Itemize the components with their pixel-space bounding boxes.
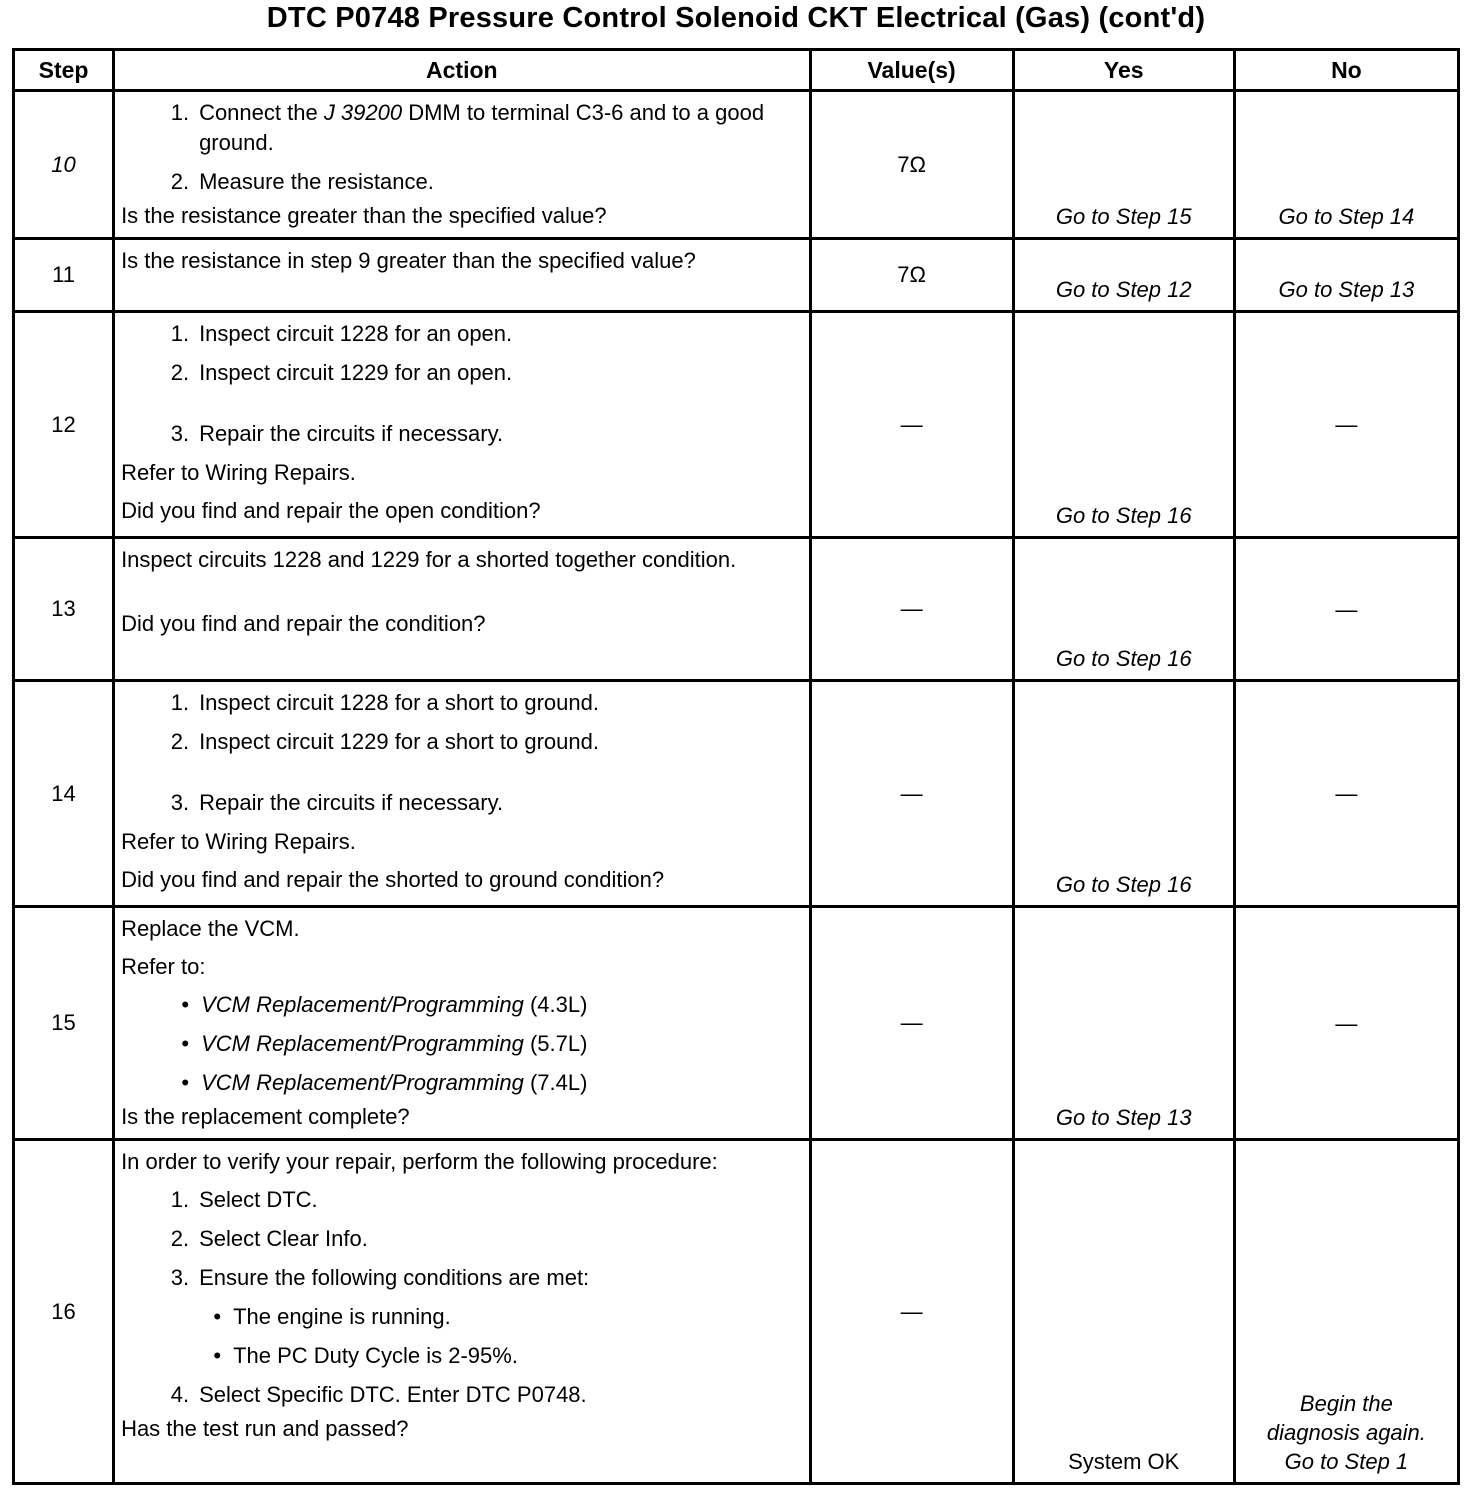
table-row (14, 538, 1459, 681)
list-item: 3. Ensure the following conditions are met: (170, 1265, 590, 1290)
refer-text: Refer to: (121, 954, 206, 979)
header-action: Action (114, 50, 810, 91)
list-item: • The engine is running. (213, 1304, 451, 1329)
step-number: 10 (14, 91, 114, 239)
value-cell: — (810, 907, 1013, 1140)
no-cell: Begin the diagnosis again. Go to Step 1 (1234, 1140, 1458, 1484)
refer-text: Refer to Wiring Repairs. (121, 829, 356, 854)
step-number: 15 (14, 907, 114, 1140)
question-text: Is the resistance greater than the specified value? (121, 203, 607, 228)
question-text: Did you find and repair the open condition? (121, 498, 541, 523)
question-text: Did you find and repair the shorted to ground condition? (121, 867, 665, 892)
table-row (14, 312, 1459, 538)
no-cell: — (1234, 681, 1458, 907)
list-item: 2. Select Clear Info. (170, 1226, 368, 1251)
value-cell: — (810, 538, 1013, 681)
no-cell: — (1234, 538, 1458, 681)
yes-cell: System OK (1013, 1140, 1234, 1484)
action-cell (114, 91, 810, 239)
step-number: 11 (14, 239, 114, 312)
header-values: Value(s) (810, 50, 1013, 91)
table-row (14, 91, 1459, 239)
list-item: 1. Connect the J 39200 DMM to terminal C3-6 and to a good ground. (170, 100, 765, 155)
value-cell: 7Ω (810, 239, 1013, 312)
list-item: 1. Inspect circuit 1228 for a short to ground. (170, 690, 599, 715)
list-item: 4. Select Specific DTC. Enter DTC P0748. (170, 1382, 587, 1407)
table-row (14, 681, 1459, 907)
value-cell: 7Ω (810, 91, 1013, 239)
list-item: 2. Measure the resistance. (170, 169, 434, 194)
list-item: 3. Repair the circuits if necessary. (170, 421, 504, 446)
list-item: • VCM Replacement/Programming (4.3L) (181, 992, 588, 1017)
yes-cell: Go to Step 16 (1013, 538, 1234, 681)
no-cell: — (1234, 312, 1458, 538)
value-cell: — (810, 312, 1013, 538)
value-cell: — (810, 681, 1013, 907)
action-text: Replace the VCM. (121, 916, 300, 941)
diagnostic-table (12, 48, 1460, 1485)
step-number: 14 (14, 681, 114, 907)
table-row (14, 907, 1459, 1140)
list-item: 1. Inspect circuit 1228 for an open. (170, 321, 513, 346)
header-no: No (1234, 50, 1458, 91)
header-step: Step (14, 50, 114, 91)
header-yes: Yes (1013, 50, 1234, 91)
list-item: • The PC Duty Cycle is 2-95%. (213, 1343, 518, 1368)
no-cell: Go to Step 14 (1234, 91, 1458, 239)
yes-cell: Go to Step 16 (1013, 681, 1234, 907)
value-cell: — (810, 1140, 1013, 1484)
list-item: • VCM Replacement/Programming (7.4L) (181, 1070, 588, 1095)
yes-cell: Go to Step 13 (1013, 907, 1234, 1140)
refer-text: Refer to Wiring Repairs. (121, 460, 356, 485)
list-item: 2. Inspect circuit 1229 for an open. (170, 360, 513, 385)
action-cell (114, 312, 810, 538)
action-cell (114, 1140, 810, 1484)
yes-cell: Go to Step 16 (1013, 312, 1234, 538)
header-row (14, 50, 1459, 91)
yes-cell: Go to Step 15 (1013, 91, 1234, 239)
yes-cell: Go to Step 12 (1013, 239, 1234, 312)
action-cell (114, 681, 810, 907)
no-cell: — (1234, 907, 1458, 1140)
question-text: Is the replacement complete? (121, 1104, 410, 1129)
table-row (14, 1140, 1459, 1484)
step-number: 16 (14, 1140, 114, 1484)
action-text: In order to verify your repair, perform the following procedure: (121, 1149, 718, 1174)
action-cell (114, 907, 810, 1140)
question-text: Is the resistance in step 9 greater than the specified value? (121, 248, 696, 273)
step-number: 13 (14, 538, 114, 681)
action-cell (114, 239, 810, 312)
step-number: 12 (14, 312, 114, 538)
tool-name: J 39200 (323, 100, 403, 125)
list-item: 2. Inspect circuit 1229 for a short to ground. (170, 729, 599, 754)
list-item: • VCM Replacement/Programming (5.7L) (181, 1031, 588, 1056)
table-row (14, 239, 1459, 312)
action-cell (114, 538, 810, 681)
action-text: Inspect circuits 1228 and 1229 for a shorted together condition. (121, 547, 737, 572)
list-item: 3. Repair the circuits if necessary. (170, 790, 504, 815)
question-text: Has the test run and passed? (121, 1416, 409, 1441)
no-cell: Go to Step 13 (1234, 239, 1458, 312)
question-text: Did you find and repair the condition? (121, 611, 486, 636)
list-item: 1. Select DTC. (170, 1187, 318, 1212)
page-title: DTC P0748 Pressure Control Solenoid CKT Electrical (Gas) (cont'd) (266, 2, 1206, 34)
